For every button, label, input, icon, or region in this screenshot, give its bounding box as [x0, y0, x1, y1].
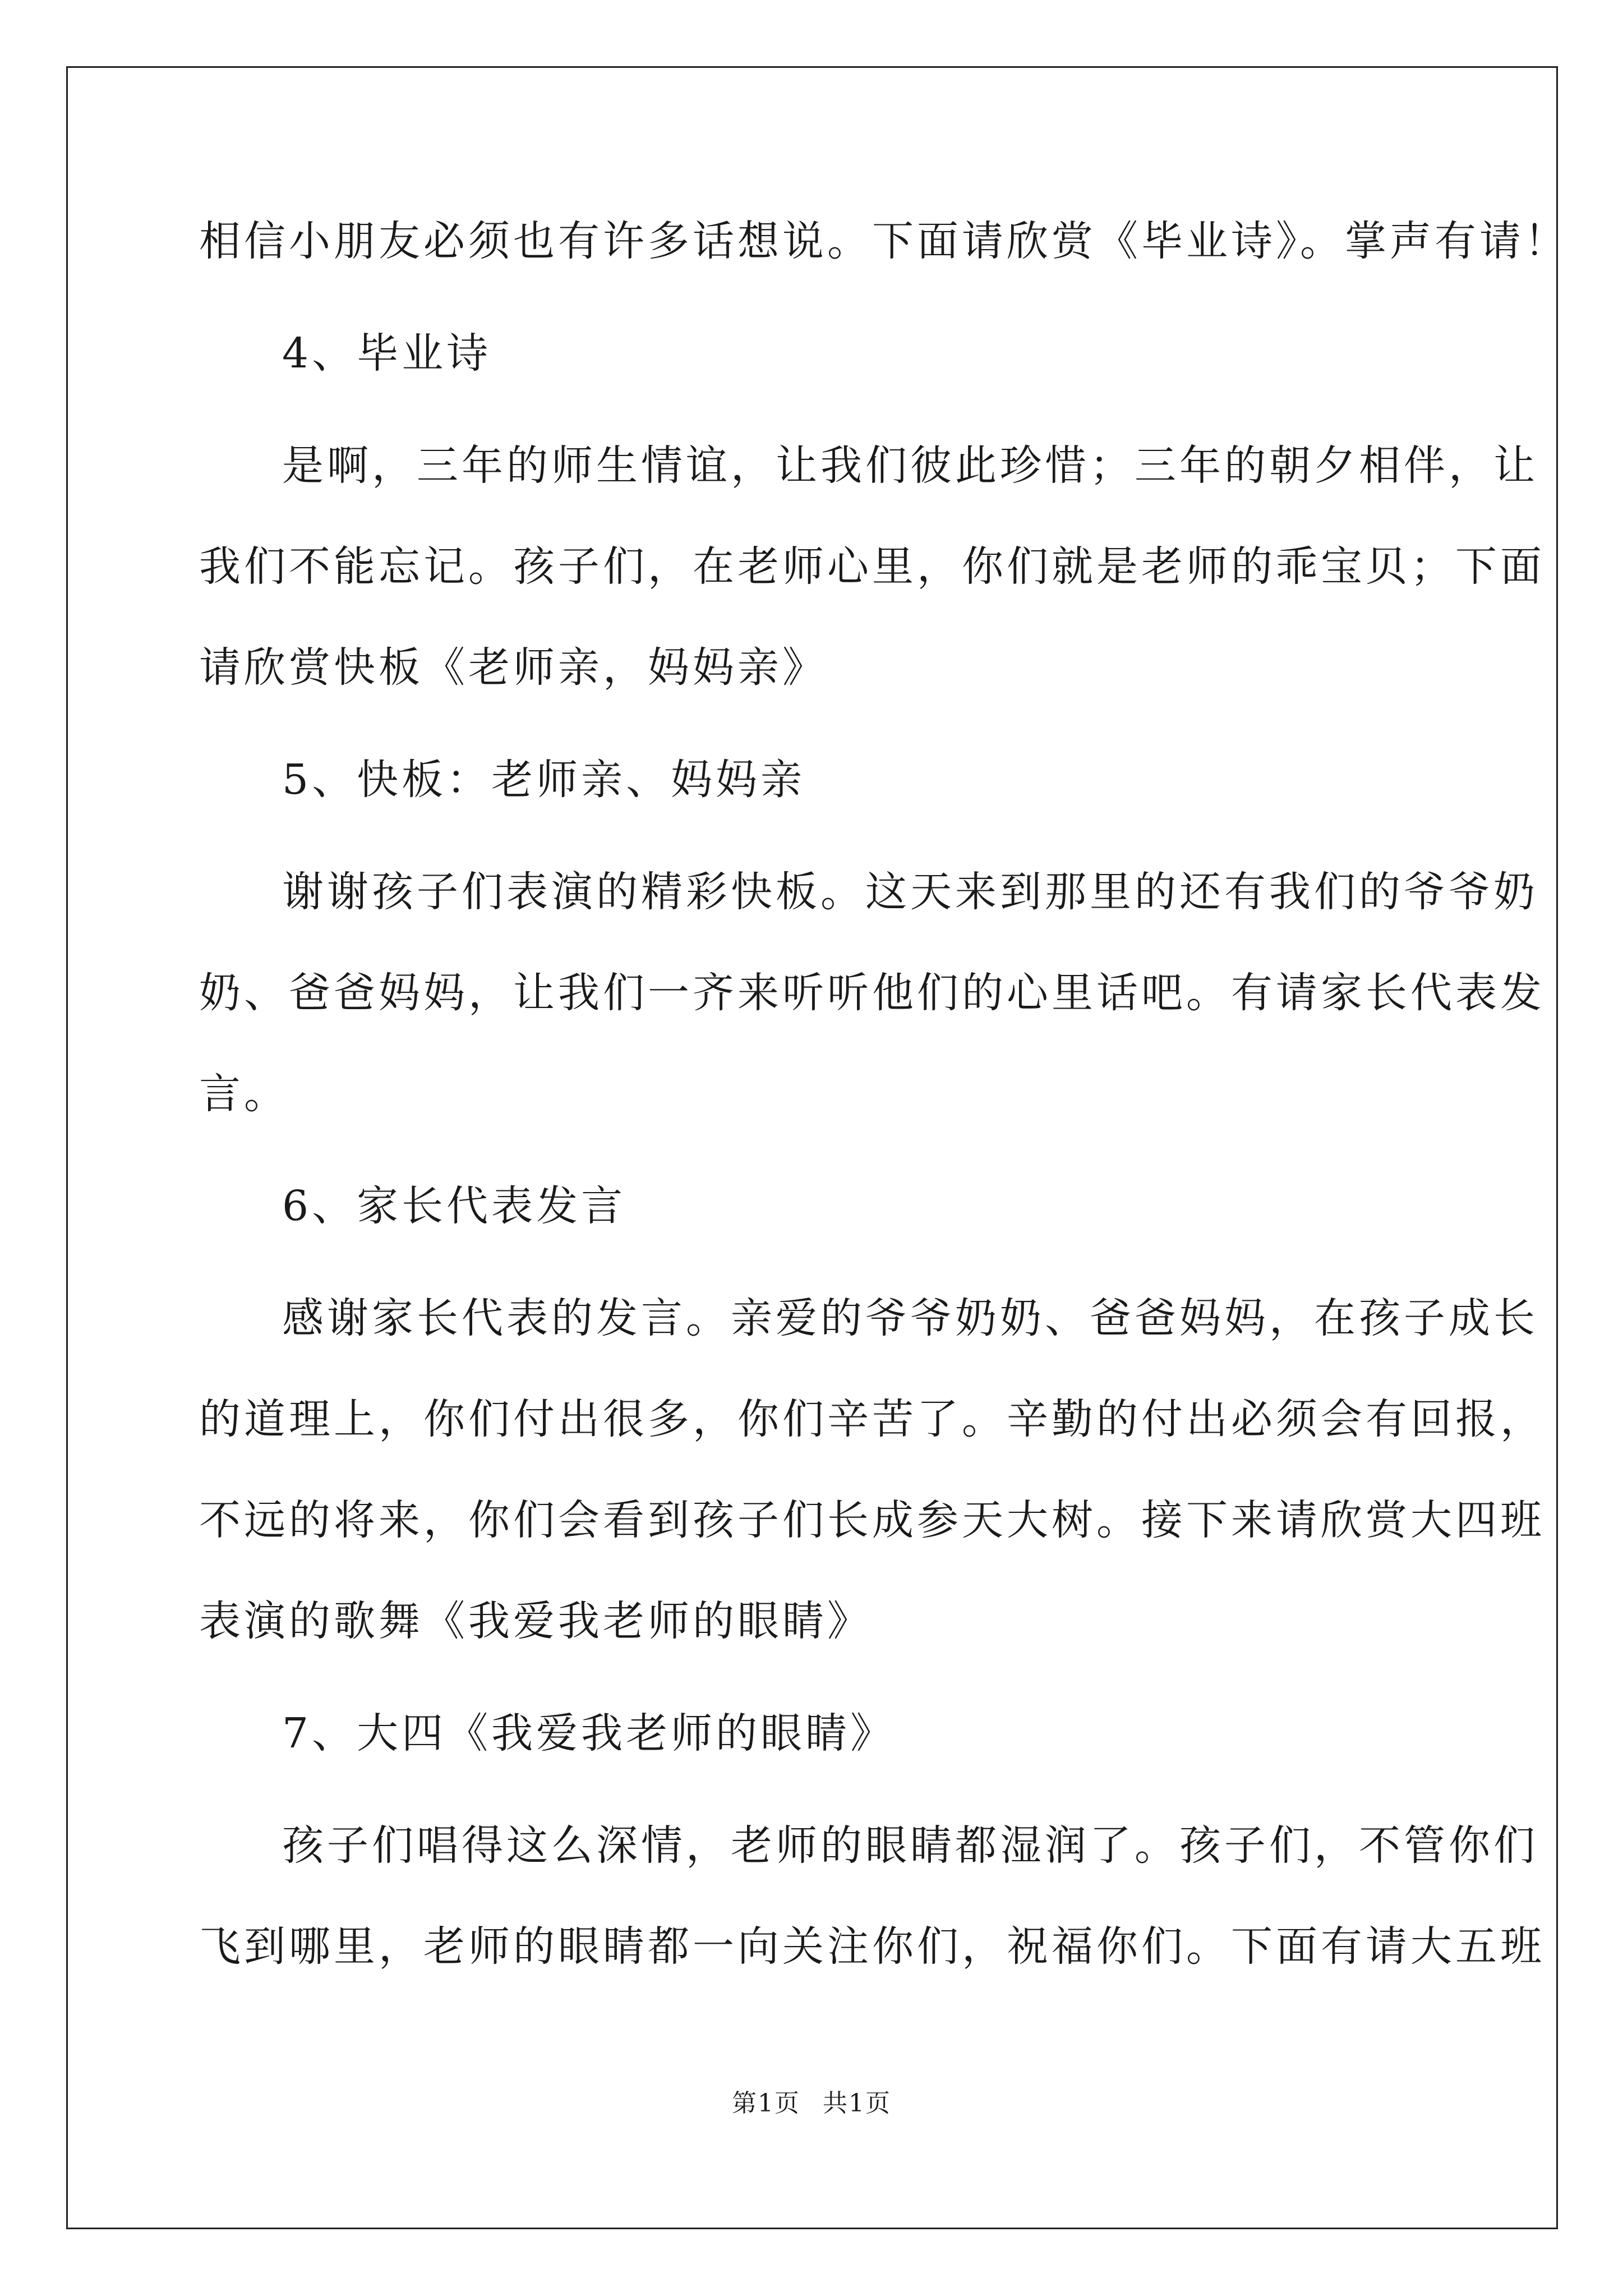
page-footer [0, 2087, 1623, 2120]
text-line-9: 言。 [199, 1070, 289, 1118]
text-line-12: 的道理上，你们付出很多，你们辛苦了。辛勤的付出必须会有回报， [199, 1395, 1545, 1443]
text-line-3: 是啊，三年的师生情谊，让我们彼此珍惜；三年的朝夕相伴，让 [282, 441, 1538, 490]
text-line-16: 孩子们唱得这么深情，老师的眼睛都湿润了。孩子们，不管你们 [282, 1821, 1538, 1870]
text-line-4: 我们不能忘记。孩子们，在老师心里，你们就是老师的乖宝贝；下面 [199, 542, 1545, 591]
section-heading-7: 7、大四《我爱我老师的眼睛》 [282, 1709, 896, 1757]
page-number-current: 第1页 [732, 2089, 800, 2118]
page-border [66, 66, 1558, 2229]
text-line-8: 奶、爸爸妈妈，让我们一齐来听听他们的心里话吧。有请家长代表发 [199, 969, 1545, 1017]
text-line-7: 谢谢孩子们表演的精彩快板。这天来到那里的还有我们的爷爷奶 [282, 868, 1538, 916]
section-heading-6: 6、家长代表发言 [282, 1182, 626, 1230]
section-heading-4: 4、毕业诗 [282, 329, 492, 378]
text-line-17: 飞到哪里，老师的眼睛都一向关注你们，祝福你们。下面有请大五班 [199, 1922, 1545, 1971]
text-line-5: 请欣赏快板《老师亲，妈妈亲》 [199, 643, 827, 692]
section-heading-5: 5、快板：老师亲、妈妈亲 [282, 756, 806, 804]
page-number-total: 共1页 [823, 2089, 891, 2118]
text-line-13: 不远的将来，你们会看到孩子们长成参天大树。接下来请欣赏大四班 [199, 1496, 1545, 1544]
text-line-14: 表演的歌舞《我爱我老师的眼睛》 [199, 1597, 872, 1645]
text-line-1: 相信小朋友必须也有许多话想说。下面请欣赏《毕业诗》。掌声有请！ [199, 217, 1569, 265]
text-line-11: 感谢家长代表的发言。亲爱的爷爷奶奶、爸爸妈妈，在孩子成长 [282, 1294, 1538, 1342]
